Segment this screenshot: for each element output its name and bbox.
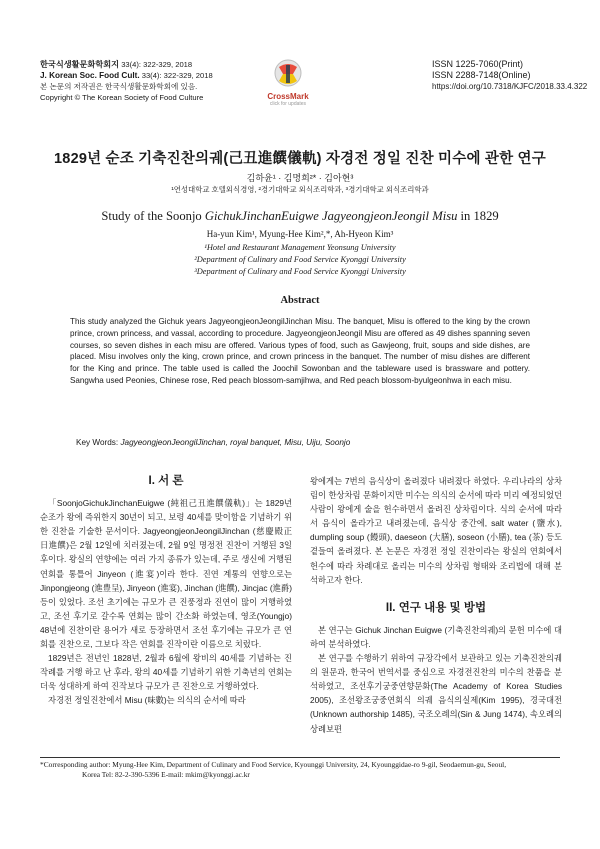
journal-name-kr: 한국식생활문화학회지 xyxy=(40,60,120,69)
issn-online: ISSN 2288-7148(Online) xyxy=(432,70,531,80)
methods-paragraph-1: 본 연구는 Gichuk Jinchan Euigwe (기축진찬의궤)의 문헌 미수에 대하여 분석하였다. xyxy=(310,624,562,649)
keywords-label: Key Words: xyxy=(76,438,121,447)
methods-paragraph-2: 본 연구를 수행하기 위하여 규장각에서 보관하고 있는 기축진찬의궤의 원문과, 한국어 번역서를 중심으로 자경전진찬의 미수의 찬품을 분석하였고, 조선후기궁중연향문화(The Academy of Korea Studies 2005), 조선왕조궁중연회식 의궤 음식의실제(Kim 1995), 경국대전(Unknown authorship 1485), 국조오례의(Sin & Jung 1474), 속오례의 상례보편 xyxy=(310,653,562,734)
intro-paragraph-1: 「SoonjoGichukJinchanEuigwe (純祖己丑進饌儀軌)」는 1829년 순조가 왕에 즉위한지 30년이 되고, 보령 40세를 맞이함을 기념하기 위한 진찬을 기술한 문서이다. JagyeongjeonJeongilJinchan (慈慶殿正日進饌)은 2월 12일에 치러졌는데, 2월 9일 명정전 진찬이 거행된 3일 후이다. 왕실의 연향에는 여러 가지 종류가 있는데, 주로 생신에 거행된 연회를 통틀어 Jinyeon (進宴)이라 한다. 진연 계통의 연향으로는 Jinpongjeong (進豊呈), Jinyeon (進宴), Jinchan (進饌), Jincjac (進爵) 등이 있었다. 조선 초기에는 규모가 큰 진풍정과 진연이 많이 거행하였고, 조선 후기로 갈수록 연회는 많이 간소화 하였는데, 영조(Youngjo) 48년에 진찬이란 용어가 새로 등장하면서 조선 후기에는 규모가 큰 연회를 진찬으로, 그보다 작은 연회를 진작이란 이름으로 치렀다. xyxy=(40,498,292,650)
crossmark-label: CrossMark xyxy=(267,92,309,101)
crossmark-icon xyxy=(273,58,303,92)
intro-paragraph-3: 자경전 정일진찬에서 Misu (味數)는 의식의 순서에 따라 xyxy=(48,695,246,706)
title-en xyxy=(20,209,580,224)
copyright: Copyright © The Korean Society of Food Culture xyxy=(40,93,204,102)
authors-en: Ha-yun Kim¹, Myung-Hee Kim²,*, Ah-Hyeon Kim³ xyxy=(206,229,394,239)
issn-block xyxy=(432,59,588,92)
journal-name-en: J. Korean Soc. Food Cult. xyxy=(40,71,140,80)
abstract-body: This study analyzed the Gichuk years JagyeongjeonJeongilJinchan Misu. The banquet, Misu is offered to the king by the crown prince, crown princess, and vassal, according to procedure. JagyeongjeonJeongil Misu are offered as 49 dishes spanning seven courses, so seven dishes in each misu are offered. Various types of food, such as Gawjeong, fruit, soups and side dishes, are placed. Misu involves only the king, crown prince, and crown princess in the banquet. The number of misu dishes are different for the King and prince. The table used is called the Joochil Sowonban and the tableware used is brassware and pottery. Sangwha used Peonies, Chinese rose, Red peach blossom-samjihwa, and Red peach blossom-byulgeonhwa in each misu. xyxy=(70,317,530,385)
affiliation-en-2: ²Department of Culinary and Food Service Kyonggi University xyxy=(194,255,406,264)
issn-print: ISSN 1225-7060(Print) xyxy=(432,59,524,69)
crossmark-sub: click for updates xyxy=(269,101,307,107)
right-column xyxy=(310,474,562,736)
journal-volume-en: 33(4): 322-329, 2018 xyxy=(139,71,213,80)
affiliation-en-3: ³Department of Culinary and Food Service Kyonggi University xyxy=(194,267,406,276)
affiliation-en-1: ¹Hotel and Restaurant Management Yeonsung University xyxy=(204,243,396,252)
crossmark-badge[interactable] xyxy=(253,58,323,118)
authors-kr: 김하윤¹ · 김명희²* · 김아현³ xyxy=(246,173,354,183)
intro-paragraph-2: 1829년은 전년인 1828년, 2월과 6월에 왕비의 40세를 기념하는 진작례를 거행 하고 난 후라, 왕의 40세를 기념하기 위한 기축년의 연회는 더욱 성대하게 하여 진작보다 규모가 큰 진찬으로 거행하였다. xyxy=(40,653,292,692)
left-column xyxy=(40,474,292,708)
abstract-heading: Abstract xyxy=(280,295,320,306)
keywords-list: JagyeongjeonJeongilJinchan, royal banquet, Misu, Uiju, Soonjo xyxy=(120,438,351,447)
intro-continuation: 왕에게는 7번의 음식상이 올려졌다 내려졌다 하였다. 우리나라의 상차림이 한상차림 문화이지만 미수는 의식의 순서에 따라 미리 예정되었던 사람이 왕에게 술을 헌수하면서 올려진 상차림이다. 식의 순서에 따라서 음식이 올라가고 내려졌는데, 음식상 중간에, salt water (鹽水), dumpling soup (饅頭), daeseon (大膳), soseon (小膳), tea (茶) 등도 곁들여 올려졌다. 본 논문은 자경전 정일 진찬이라는 왕실의 연회에서 헌수에 따라 차례대로 올리는 미수의 상차림 형태와 조리법에 대해 분석하고자 한다. xyxy=(310,476,562,585)
section-1-heading: I. 서 론 xyxy=(148,475,184,487)
doi-link[interactable]: https://doi.org/10.7318/KJFC/2018.33.4.322 xyxy=(432,82,588,91)
copyright-notice: 본 논문의 저작권은 한국식생활문화학회에 있음. xyxy=(40,82,198,91)
affiliations-kr: ¹연성대학교 호텔외식경영, ²경기대학교 외식조리학과, ³경기대학교 외식조리학과 xyxy=(171,185,429,194)
title-en-italic: GichukJinchanEuigwe JagyeongjeonJeongil Misu xyxy=(204,209,458,223)
title-en-prefix: Study of the Soonjo xyxy=(101,209,205,223)
section-2-heading: II. 연구 내용 및 방법 xyxy=(385,601,487,614)
title-kr: 1829년 순조 기축진찬의궤(己丑進饌儀軌) 자경전 정일 진찬 미수에 관한 연구 xyxy=(54,151,546,167)
corresponding-author-footnote xyxy=(40,760,560,780)
footnote-line-1: *Corresponding author: Myung-Hee Kim, Department of Culinary and Food Service, Kyounggi University, 24, Kyounggidae-ro 9-gil, Seodaemun-gu, Seoul, xyxy=(40,760,507,769)
keywords xyxy=(76,438,536,447)
footnote-line-2: Korea Tel: 82-2-390-5396 E-mail: mkim@kyonggi.ac.kr xyxy=(82,770,250,779)
footnote-divider xyxy=(40,757,560,758)
title-en-suffix: in 1829 xyxy=(457,209,499,223)
journal-volume-kr: 33(4): 322-329, 2018 xyxy=(119,60,193,69)
